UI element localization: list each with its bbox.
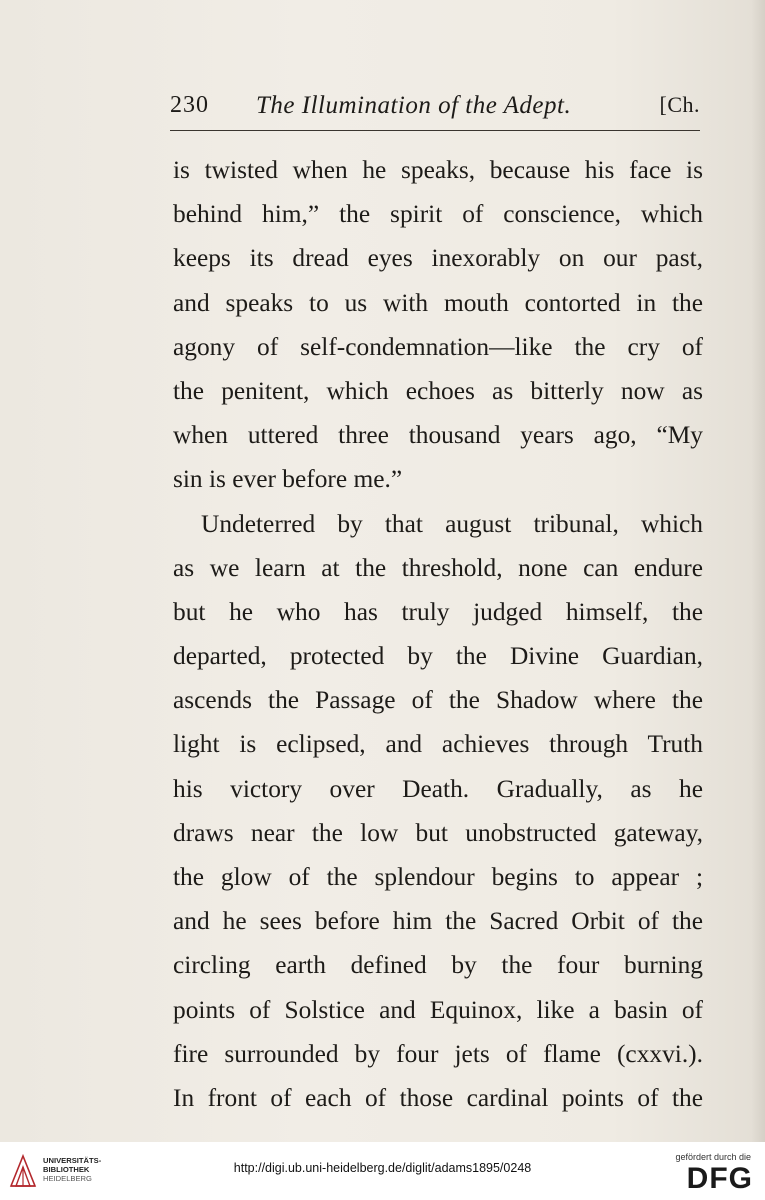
text-line: fire surrounded by four jets of flame (cxxvi.). bbox=[173, 1039, 703, 1068]
text-line: and he sees before him the Sacred Orbit of the bbox=[173, 907, 703, 936]
text-line: In front of each of those cardinal points of the bbox=[173, 1083, 703, 1112]
text-line: draws near the low but unobstructed gateway, bbox=[173, 818, 703, 847]
library-name-line: HEIDELBERG bbox=[43, 1174, 92, 1183]
text-line: the glow of the splendour begins to appear ; bbox=[173, 863, 703, 891]
permalink-url[interactable]: http://digi.ub.uni-heidelberg.de/diglit/adams1895/0248 bbox=[233, 1161, 532, 1175]
running-title: The Illumination of the Adept. bbox=[256, 92, 572, 119]
text-line: light is eclipsed, and achieves through Truth bbox=[173, 730, 703, 759]
chapter-mark: [Ch. bbox=[659, 92, 700, 117]
library-name-line: BIBLIOTHEK bbox=[43, 1165, 90, 1174]
text-line: Undeterred by that august tribunal, which bbox=[201, 509, 703, 538]
text-line: agony of self-condemnation—like the cry of bbox=[173, 332, 703, 361]
text-line: when uttered three thousand years ago, “My bbox=[173, 421, 703, 450]
text-line: the penitent, which echoes as bitterly now as bbox=[173, 376, 703, 405]
text-line: points of Solstice and Equinox, like a basin of bbox=[173, 995, 703, 1024]
text-line: his victory over Death. Gradually, as he bbox=[173, 774, 703, 803]
page-number: 230 bbox=[170, 92, 209, 118]
text-line: departed, protected by the Divine Guardian, bbox=[173, 642, 703, 671]
page-edge-shadow bbox=[751, 0, 765, 1142]
text-line: circling earth defined by the four burning bbox=[173, 951, 703, 980]
text-line: but he who has truly judged himself, the bbox=[173, 597, 703, 626]
library-name-line: UNIVERSITÄTS- bbox=[43, 1156, 102, 1165]
body-text bbox=[173, 148, 703, 1120]
running-header bbox=[170, 92, 700, 124]
digitization-footer bbox=[0, 1142, 765, 1200]
text-line: and speaks to us with mouth contorted in the bbox=[173, 288, 703, 317]
text-line: keeps its dread eyes inexorably on our past, bbox=[173, 244, 703, 273]
text-line: is twisted when he speaks, because his face is bbox=[173, 156, 703, 184]
text-line: ascends the Passage of the Shadow where the bbox=[173, 686, 703, 715]
text-line: behind him,” the spirit of conscience, which bbox=[173, 200, 703, 229]
text-line: sin is ever before me.” bbox=[173, 465, 403, 494]
funder-caption: gefördert durch die bbox=[675, 1152, 751, 1162]
text-line: as we learn at the threshold, none can endure bbox=[173, 553, 703, 582]
header-rule bbox=[170, 130, 700, 131]
dfg-logo: DFG bbox=[686, 1162, 753, 1195]
